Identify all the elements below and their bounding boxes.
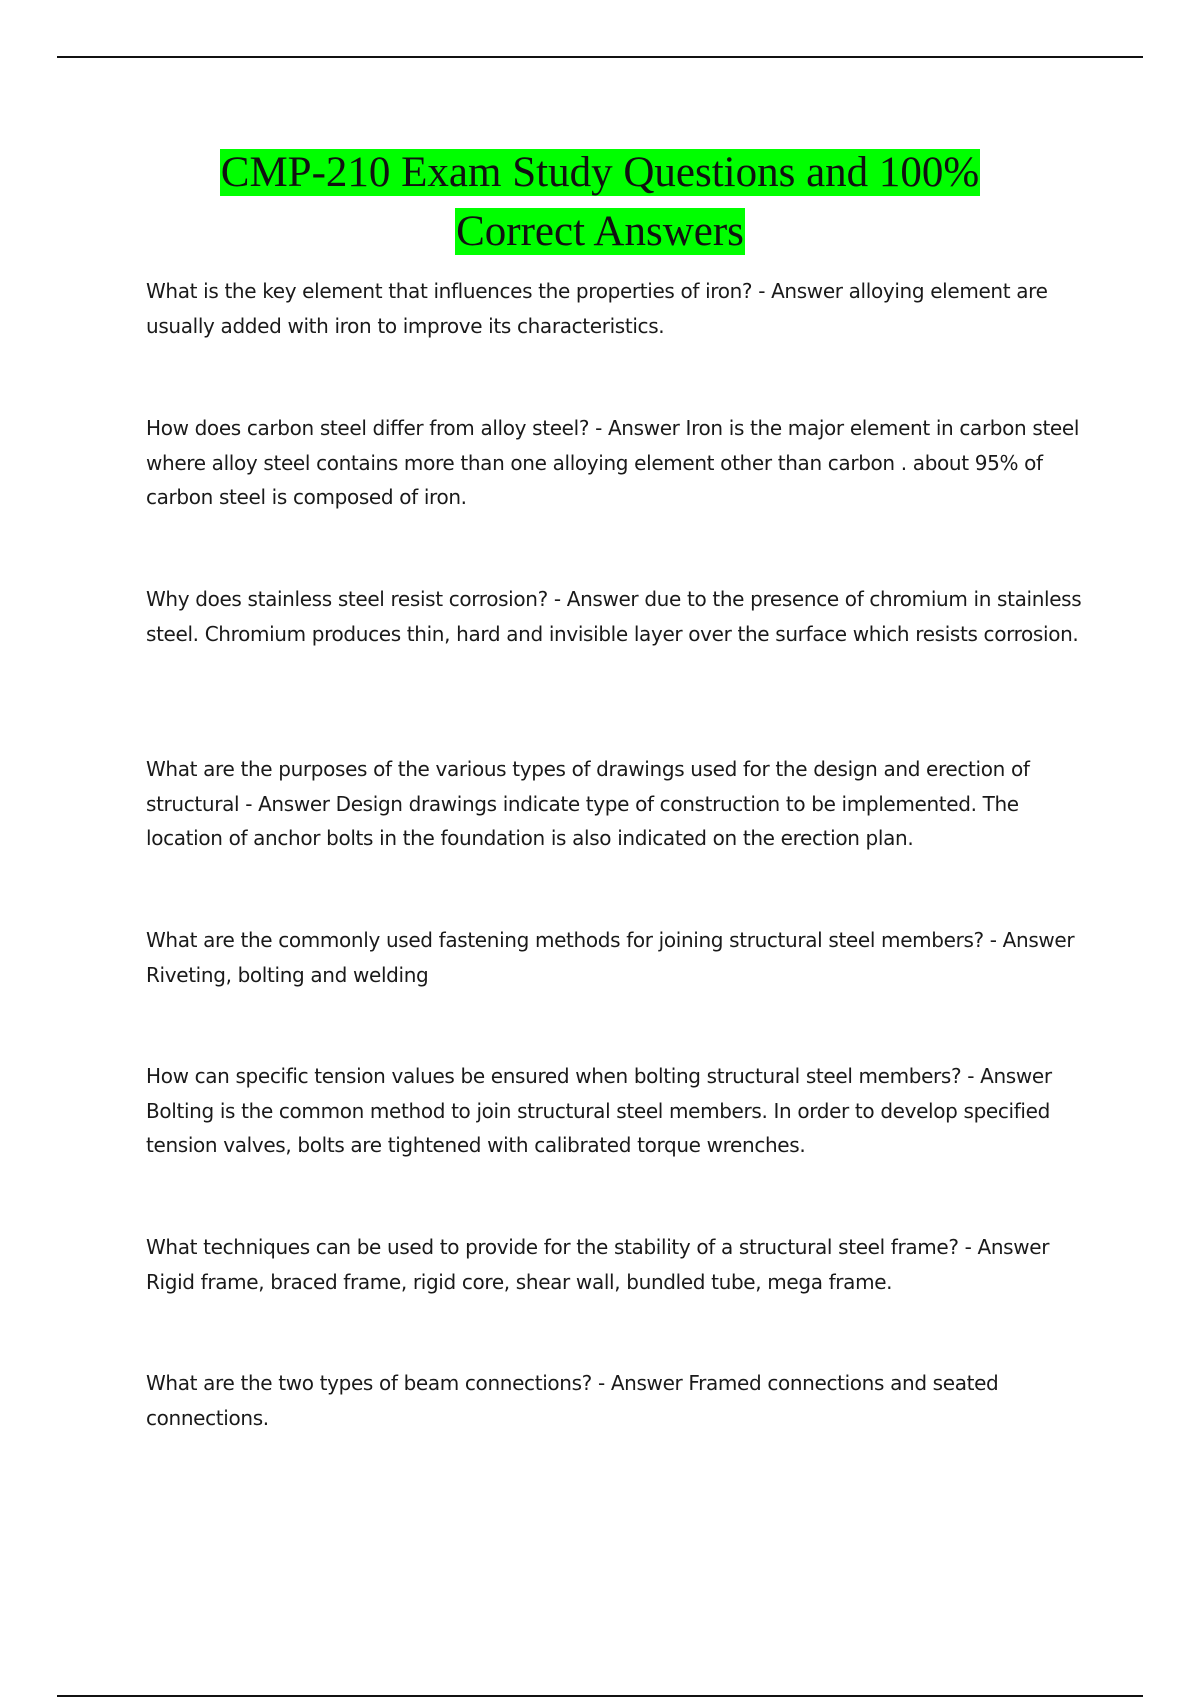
qa-entry: What are the commonly used fastening methods for joining structural steel members? - Answer Riveting, bolting and welding — [146, 928, 1075, 987]
top-rule — [57, 56, 1143, 58]
qa-entry: What are the purposes of the various types of drawings used for the design and erection of structural - Answer Design drawings indicate type of construction to be implemented. The location of anchor bolts in the foundation is also indicated on the erection plan. — [146, 757, 1030, 850]
qa-entry: What are the two types of beam connections? - Answer Framed connections and seated connections. — [146, 1371, 999, 1430]
qa-entry: What techniques can be used to provide for the stability of a structural steel frame? - Answer Rigid frame, braced frame, rigid core, shear wall, bundled tube, mega frame. — [146, 1235, 1050, 1294]
qa-entry: Why does stainless steel resist corrosion? - Answer due to the presence of chromium in stainless steel. Chromium produces thin, hard and invisible layer over the surface which resists corrosion. — [146, 587, 1082, 646]
page-title — [100, 143, 1100, 261]
title-line-1: CMP-210 Exam Study Questions and 100% — [220, 149, 980, 196]
qa-entry: How can specific tension values be ensured when bolting structural steel members? - Answer Bolting is the common method to join structural steel members. In order to develop specified tension valves, bolts are tightened with calibrated torque wrenches. — [146, 1064, 1052, 1157]
qa-entry: What is the key element that influences the properties of iron? - Answer alloying element are usually added with iron to improve its characteristics. — [146, 279, 1048, 338]
title-line-2: Correct Answers — [456, 208, 744, 255]
qa-entry: How does carbon steel differ from alloy steel? - Answer Iron is the major element in carbon steel where alloy steel contains more than one alloying element other than carbon . about 95% of carbon steel is composed of iron. — [146, 416, 1080, 509]
bottom-rule — [57, 1695, 1143, 1697]
